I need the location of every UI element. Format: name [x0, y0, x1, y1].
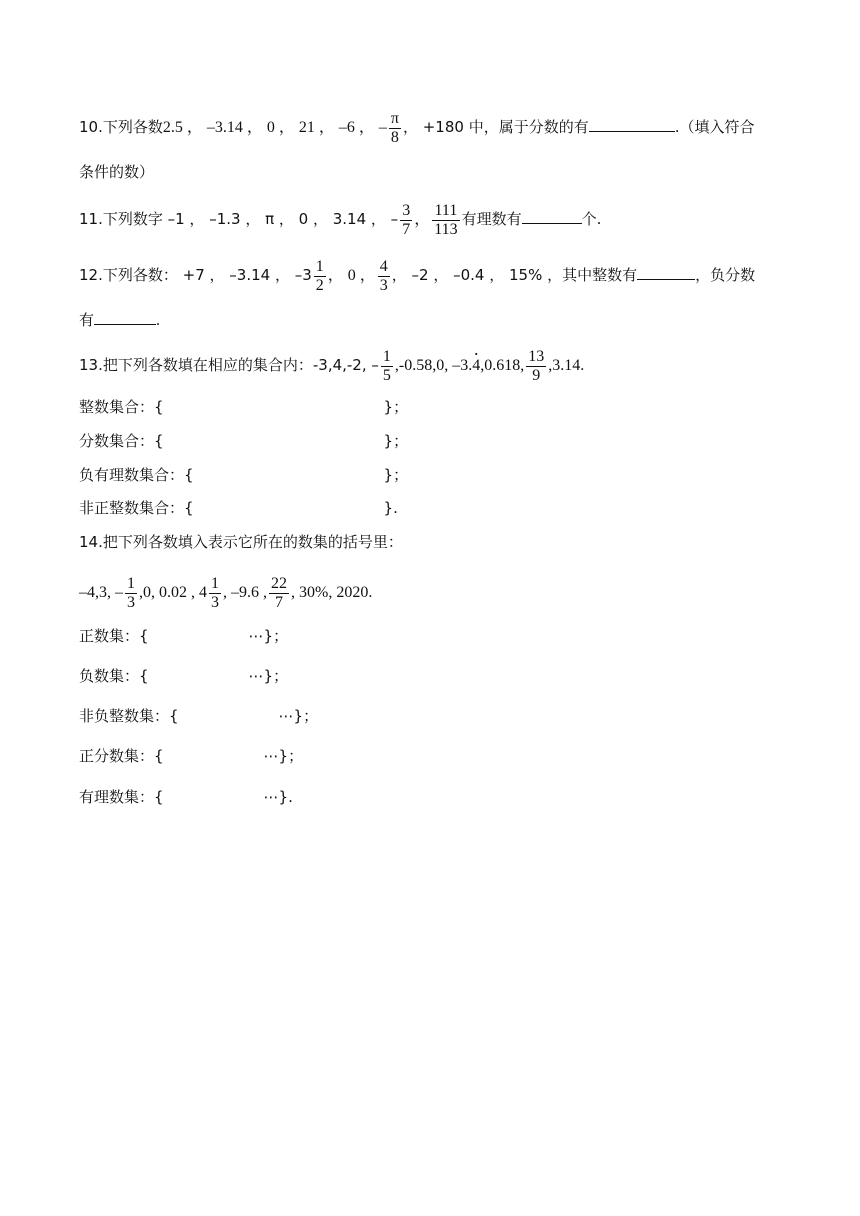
answer-blank[interactable]: [637, 264, 695, 280]
fraction-numerator: 13: [528, 348, 545, 365]
q14-set-negative: [79, 665, 288, 687]
question-14-title: 14.把下列各数填入表示它所在的数集的括号里：: [79, 533, 403, 551]
fraction-4-3: [378, 258, 390, 295]
answer-blank[interactable]: [94, 309, 156, 325]
fraction-numerator: 1: [382, 348, 391, 365]
fraction-111-113: [432, 202, 459, 239]
question-14-numbers: [79, 575, 372, 612]
q12-prefix: 12.下列各数： +7 ， –3.14 ， –3: [79, 266, 312, 285]
q11-prefix: 11.下列数字 –1 ， –1.3 ， π ， 0 ， 3.14 ， –: [79, 210, 399, 229]
q14-set-non-negative-integers: [79, 705, 318, 727]
fraction-3-7: [400, 202, 412, 239]
set-close: ⋯}；: [248, 627, 289, 645]
q12-mid: ， 0 ，: [327, 267, 376, 285]
q14-prefix: –4,3, –: [79, 584, 123, 602]
set-close: ⋯}；: [263, 747, 304, 765]
fraction-denominator: 3: [127, 594, 135, 611]
q13-mid1: ,-0.58,0, –3.: [394, 357, 473, 375]
fraction-denominator: 5: [382, 367, 391, 384]
q13-set-integers: [79, 396, 408, 418]
set-close: ⋯}.: [263, 788, 293, 806]
fraction-numerator: 1: [315, 258, 324, 275]
q12-continuation-prefix: 有: [79, 311, 95, 329]
q12-suffix: ， –2 ， –0.4 ， 15% ，其中整数有: [391, 266, 638, 285]
fraction-denominator: 113: [434, 221, 458, 238]
q13-set-negative-rationals: [79, 464, 408, 486]
set-label: 负有理数集合：{: [79, 466, 194, 484]
set-label: 正数集：{: [79, 627, 149, 645]
q12-tail: ，负分数: [695, 266, 756, 285]
q11-suffix: 有理数有: [461, 210, 522, 229]
q14-mid2: , –9.6 ,: [223, 584, 267, 602]
fraction-13-9: [526, 348, 546, 385]
set-close: }；: [383, 398, 409, 416]
set-close: }；: [383, 466, 409, 484]
q13-mid2: ,0.618,: [480, 357, 525, 375]
fraction-1-5: [381, 348, 393, 385]
fraction-1-2: [314, 258, 326, 295]
fraction-1-3: [125, 575, 137, 612]
fraction-pi-over-8: [389, 110, 401, 147]
fraction-numerator: 1: [211, 575, 219, 592]
q13-set-fractions: [79, 430, 408, 452]
set-label: 负数集：{: [79, 667, 149, 685]
set-close: ⋯}；: [278, 707, 319, 725]
set-label: 整数集合：{: [79, 398, 164, 416]
q10-tail: .（填入符合: [674, 118, 755, 137]
q14-set-positive-fractions: [79, 745, 303, 767]
fraction-numerator: π: [390, 110, 399, 127]
q13-set-non-positive-integers: [79, 497, 398, 519]
set-label: 有理数集：{: [79, 788, 164, 806]
fraction-denominator: 7: [402, 221, 411, 238]
q10-numbers: 2.5 ， –3.14 ， 0 ， 21 ， –6 ， –: [162, 119, 387, 137]
answer-blank[interactable]: [589, 116, 675, 132]
fraction-numerator: 3: [402, 202, 411, 219]
fraction-denominator: 8: [390, 129, 399, 146]
fraction-denominator: 9: [532, 367, 541, 384]
fraction-denominator: 3: [379, 277, 388, 294]
set-label: 非负整数集：{: [79, 707, 179, 725]
fraction-22-7: [269, 575, 289, 612]
q10-suffix: ， +180 中，属于分数的有: [402, 118, 589, 137]
q14-set-rationals: [79, 786, 293, 808]
fraction-numerator: 111: [432, 202, 459, 221]
question-11: [79, 202, 601, 239]
fraction-mixed-1-3: [209, 575, 221, 612]
question-10: [79, 110, 754, 147]
q13-suffix: ,3.14.: [548, 357, 585, 375]
fraction-numerator: 1: [127, 575, 135, 592]
fraction-numerator: 22: [271, 575, 287, 592]
fraction-denominator: 3: [211, 594, 219, 611]
q12-continuation: [79, 309, 160, 332]
question-12: [79, 258, 755, 295]
q14-set-positive: [79, 625, 288, 647]
set-label: 非正整数集合：{: [79, 499, 194, 517]
set-label: 正分数集：{: [79, 747, 164, 765]
q14-suffix: , 30%, 2020.: [291, 584, 373, 602]
fraction-denominator: 7: [275, 594, 283, 611]
q14-mid1: ,0, 0.02 , 4: [139, 584, 207, 602]
fraction-denominator: 2: [315, 277, 324, 294]
repeating-digit: · 4: [472, 355, 480, 377]
q10-continuation: 条件的数）: [79, 163, 155, 181]
set-close: }；: [383, 432, 409, 450]
set-close: ⋯}；: [248, 667, 289, 685]
q10-prefix: 10.下列各数: [79, 118, 163, 137]
question-13: [79, 348, 584, 385]
answer-blank[interactable]: [522, 208, 582, 224]
fraction-numerator: 4: [379, 258, 388, 275]
set-close: }.: [383, 499, 398, 517]
q12-continuation-tail: .: [156, 312, 161, 329]
q11-sep: ，: [414, 211, 431, 229]
set-label: 分数集合：{: [79, 432, 164, 450]
q11-tail: 个.: [581, 210, 602, 229]
q13-prefix: 13.把下列各数填在相应的集合内：-3,4,-2, –: [79, 356, 379, 375]
